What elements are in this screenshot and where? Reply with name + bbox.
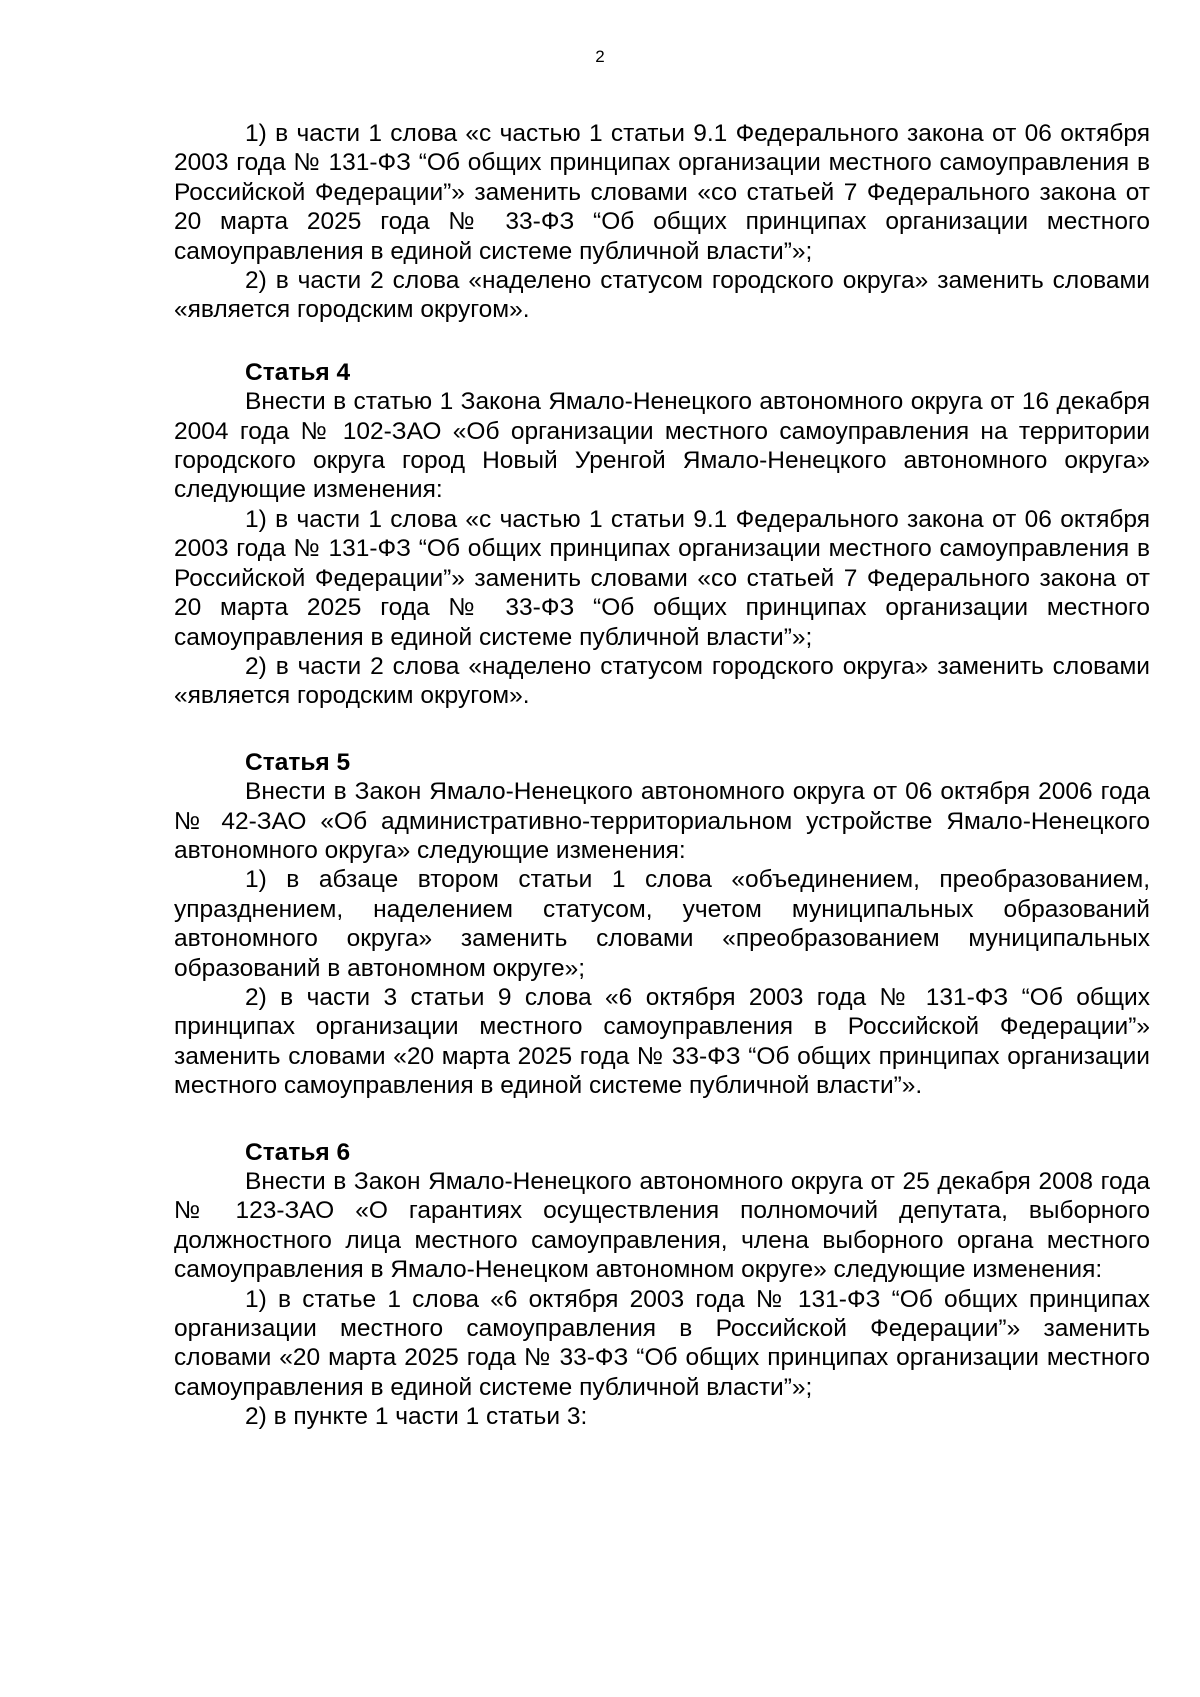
- article-4-lead: Внести в статью 1 Закона Ямало-Ненецкого автономного округа от 16 декабря 2004 года № 102-ЗАО «Об организации местного самоуправления на территории городского округа город Новый Уренгой Ямало-Ненецкого автономного округа» следующие изменения:: [174, 388, 1150, 504]
- article-6-heading: Статья 6: [245, 1138, 351, 1166]
- article-5-lead: Внести в Закон Ямало-Ненецкого автономного округа от 06 октября 2006 года № 42-ЗАО «Об административно-территориальном устройстве Ямало-Ненецкого автономного округа» следующие изменения:: [174, 778, 1150, 864]
- article-4-heading: Статья 4: [245, 358, 351, 386]
- article-3-item-2: 2) в части 2 слова «наделено статусом городского округа» заменить словами «является городским округом».: [174, 267, 1150, 324]
- article-4-item-1: 1) в части 1 слова «с частью 1 статьи 9.1 Федерального закона от 06 октября 2003 года № 131-ФЗ “Об общих принципах организации местного самоуправления в Российской Федерации”» заменить словами «со статьей 7 Федерального закона от 20 марта 2025 года № 33-ФЗ “Об общих принципах организации местного самоуправления в единой системе публичной власти”»;: [174, 505, 1150, 651]
- article-5-heading: Статья 5: [245, 748, 351, 776]
- article-6-lead: Внести в Закон Ямало-Ненецкого автономного округа от 25 декабря 2008 года № 123-ЗАО «О гарантиях осуществления полномочий депутата, выборного должностного лица местного самоуправления, члена выборного органа местного самоуправления в Ямало-Ненецком автономном округе» следующие изменения:: [174, 1168, 1150, 1284]
- article-5-item-2: 2) в части 3 статьи 9 слова «6 октября 2003 года № 131-ФЗ “Об общих принципах организации местного самоуправления в Российской Федерации”» заменить словами «20 марта 2025 года № 33-ФЗ “Об общих принципах организации местного самоуправления в единой системе публичной власти”».: [174, 983, 1150, 1100]
- document-body: [174, 119, 1150, 1432]
- article-3-item-1: 1) в части 1 слова «с частью 1 статьи 9.1 Федерального закона от 06 октября 2003 года № 131-ФЗ “Об общих принципах организации местного самоуправления в Российской Федерации”» заменить словами «со статьей 7 Федерального закона от 20 марта 2025 года № 33-ФЗ “Об общих принципах организации местного самоуправления в единой системе публичной власти”»;: [174, 120, 1150, 265]
- article-5-item-1: 1) в абзаце втором статьи 1 слова «объединением, преобразованием, упразднением, наделением статусом, учетом муниципальных образований автономного округа» заменить словами «преобразованием муниципальных образований в автономном округе»;: [174, 866, 1150, 982]
- article-4-item-2: 2) в части 2 слова «наделено статусом городского округа» заменить словами «является городским округом».: [174, 652, 1150, 710]
- page-number: 2: [595, 47, 605, 66]
- article-6-item-2: 2) в пункте 1 части 1 статьи 3:: [245, 1403, 588, 1431]
- article-6-item-1: 1) в статье 1 слова «6 октября 2003 года № 131-ФЗ “Об общих принципах организации местного самоуправления в Российской Федерации”» заменить словами «20 марта 2025 года № 33-ФЗ “Об общих принципах организации местного самоуправления в единой системе публичной власти”»;: [174, 1285, 1150, 1401]
